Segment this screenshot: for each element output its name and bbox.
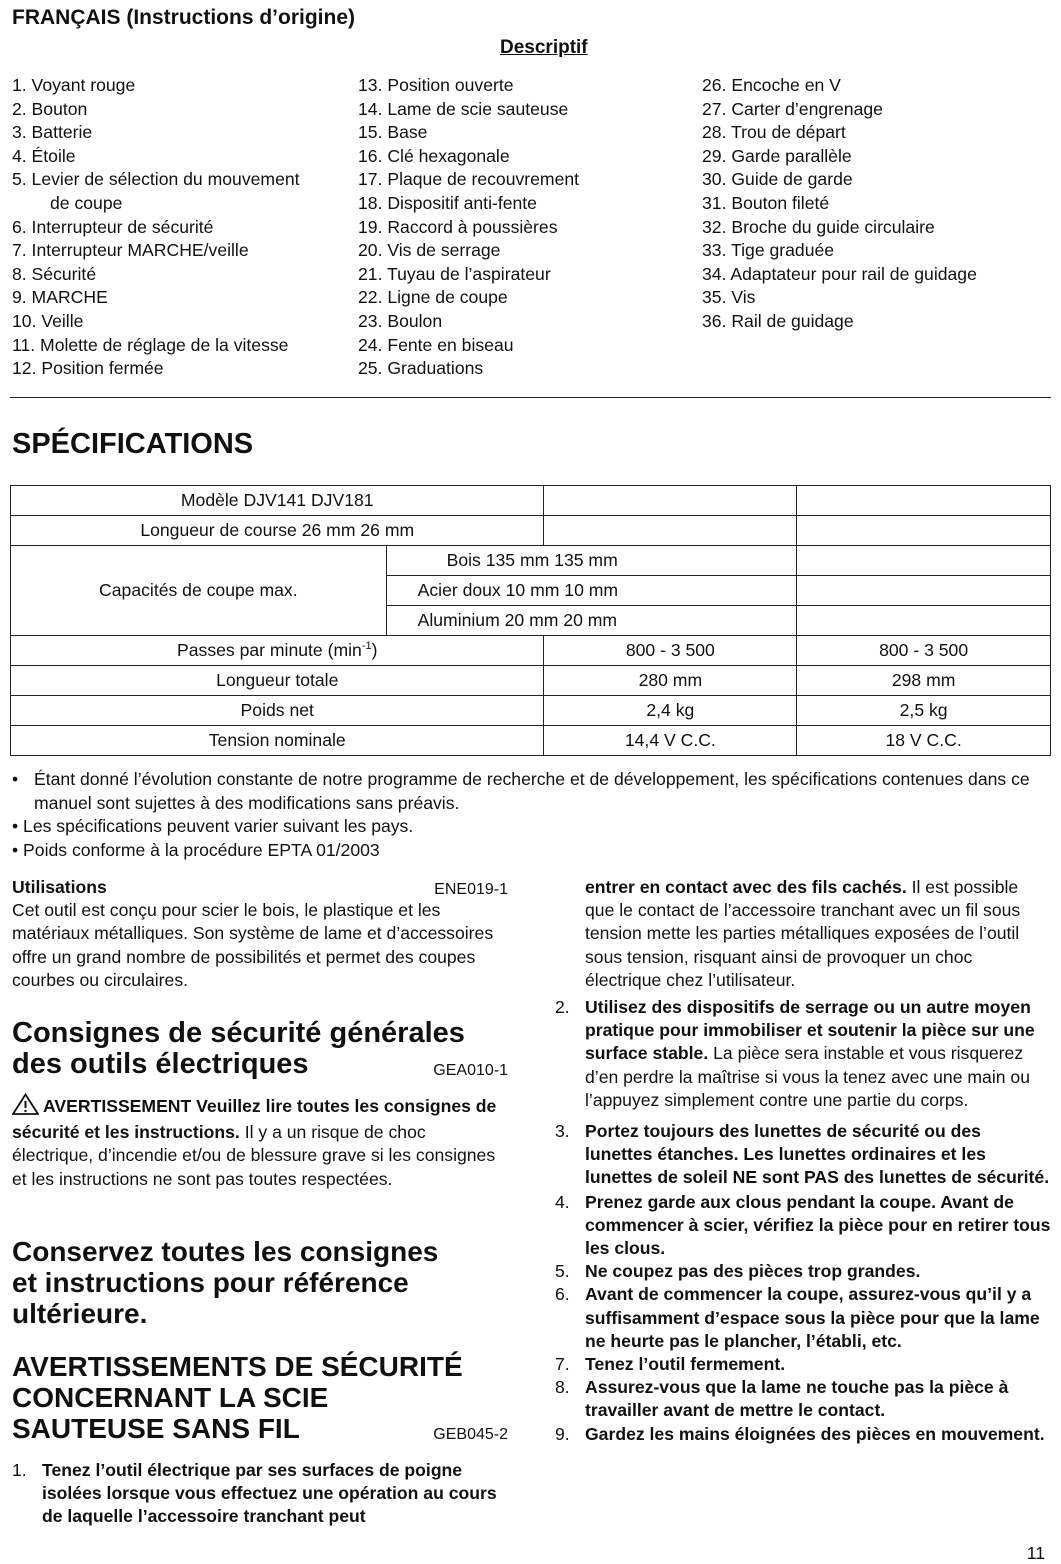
value-cell: 2,4 kg bbox=[544, 696, 797, 726]
capacity-label-cell: Capacités de coupe max. bbox=[11, 546, 387, 636]
wood-cell: Bois 135 mm 135 mm bbox=[386, 546, 797, 576]
list-item: 14. Lame de scie sauteuse bbox=[358, 98, 569, 119]
list-item: de coupe bbox=[50, 192, 123, 213]
list-item: 18. Dispositif anti-fente bbox=[358, 192, 537, 213]
list-item: 10. Veille bbox=[12, 310, 84, 331]
list-item: 21. Tuyau de l’aspirateur bbox=[358, 263, 551, 284]
list-item: 11. Molette de réglage de la vitesse bbox=[12, 334, 289, 355]
list-item: 32. Broche du guide circulaire bbox=[702, 216, 935, 237]
utilisations-section bbox=[12, 876, 508, 992]
list-item: 15. Base bbox=[358, 122, 428, 143]
list-item: 6. Avant de commencer la coupe, assurez-vous qu’il y a suffisamment d’espace sous la pièce pour que la lame ne heurte pas le plancher, l’établi, etc. bbox=[555, 1284, 1040, 1351]
warning-paragraph: AVERTISSEMENT Veuillez lire toutes les consignes de sécurité et les instructions. Il y a un risque de choc électrique, d’incendie et/ou de blessure grave si les consignes et les instructions ne sont pas toutes respectées. bbox=[12, 1093, 508, 1191]
list-item: 7. Tenez l’outil fermement. bbox=[555, 1354, 786, 1375]
list-item: 4. Prenez garde aux clous pendant la coupe. Avant de commencer à scier, vérifiez la pièce pour en retirer tous les clous. bbox=[555, 1191, 1051, 1259]
value-cell: 18 V C.C. bbox=[797, 726, 1051, 756]
list-item: 12. Position fermée bbox=[12, 358, 164, 379]
list-item: 35. Vis bbox=[702, 287, 756, 308]
list-item: 20. Vis de serrage bbox=[358, 240, 501, 261]
list-item: 8. Sécurité bbox=[12, 263, 97, 284]
safety-item-1-start: 1. Tenez l’outil électrique par ses surfaces de poigne isolées lorsque vous effectuez une opération au cours de laquelle l’accessoire tranchant peut bbox=[12, 1460, 497, 1527]
parts-column-2 bbox=[358, 74, 579, 381]
descriptif-title: Descriptif bbox=[500, 37, 588, 58]
list-item: 33. Tige graduée bbox=[702, 240, 835, 261]
safety-list bbox=[555, 996, 1051, 1446]
value-cell: 800 - 3 500 bbox=[797, 636, 1051, 666]
parts-column-3 bbox=[702, 74, 977, 334]
table-row bbox=[11, 516, 1051, 546]
general-title-line1: Consignes de sécurité générales bbox=[12, 1017, 465, 1049]
table-row bbox=[11, 666, 1051, 696]
empty-cell bbox=[544, 486, 797, 516]
list-item: 27. Carter d’engrenage bbox=[702, 98, 883, 119]
list-item: 25. Graduations bbox=[358, 358, 484, 379]
list-item: 8. Assurez-vous que la lame ne touche pas la pièce à travailler avant de mettre le contact. bbox=[555, 1377, 1009, 1421]
spec-notes bbox=[12, 768, 1052, 862]
empty-cell bbox=[544, 516, 797, 546]
value-cell: 280 mm bbox=[544, 666, 797, 696]
note-item: • Étant donné l’évolution constante de notre programme de recherche et de développement, les spécifications contenues dans ce manuel sont sujettes à des modifications sans préavis. bbox=[12, 769, 1030, 813]
section-divider bbox=[10, 397, 1051, 398]
empty-cell bbox=[797, 546, 1051, 576]
value-cell: 14,4 V C.C. bbox=[544, 726, 797, 756]
value-cell: 298 mm bbox=[797, 666, 1051, 696]
specifications-table bbox=[10, 485, 1051, 756]
empty-cell bbox=[797, 606, 1051, 636]
list-item: 5. Ne coupez pas des pièces trop grandes. bbox=[555, 1261, 921, 1282]
list-item: 28. Trou de départ bbox=[702, 122, 846, 143]
doc-code: GEA010-1 bbox=[433, 1062, 508, 1079]
utilisations-text: Cet outil est conçu pour scier le bois, le plastique et les matériaux métalliques. Son système de lame et d’accessoires offre un grand nombre de possibilités et permet des coupes courbes ou circulaires. bbox=[12, 900, 494, 990]
jigsaw-warnings-heading: AVERTISSEMENTS DE SÉCURITÉ CONCERNANT LA SCIE SAUTEUSE SANS FIL GEB045-2 bbox=[12, 1351, 508, 1444]
empty-cell bbox=[797, 516, 1051, 546]
stroke-cell: Longueur de course 26 mm 26 mm bbox=[11, 516, 544, 546]
list-item: 29. Garde parallèle bbox=[702, 145, 852, 166]
list-item: 22. Ligne de coupe bbox=[358, 287, 508, 308]
empty-cell bbox=[797, 486, 1051, 516]
list-item: 36. Rail de guidage bbox=[702, 310, 854, 331]
list-item: 5. Levier de sélection du mouvement bbox=[12, 169, 300, 190]
list-item: 19. Raccord à poussières bbox=[358, 216, 558, 237]
empty-cell bbox=[797, 576, 1051, 606]
safety-item-text: Tenez l’outil électrique par ses surfaces de poigne isolées lorsque vous effectuez une opération au cours de laquelle l’accessoire tranchant peut bbox=[42, 1460, 497, 1527]
value-cell: 2,5 kg bbox=[797, 696, 1051, 726]
table-row bbox=[11, 726, 1051, 756]
strokes-label-cell: Passes par minute $(\min^{-1})$ bbox=[11, 636, 544, 666]
list-item: 3. Portez toujours des lunettes de sécurité ou des lunettes étanches. Les lunettes ordinaires et les lunettes de soleil NE sont PAS des lunettes de sécurité. bbox=[555, 1121, 1050, 1188]
list-item: 13. Position ouverte bbox=[358, 75, 514, 95]
list-item: 9. MARCHE bbox=[12, 287, 108, 308]
list-item: 16. Clé hexagonale bbox=[358, 145, 510, 166]
parts-column-1 bbox=[12, 74, 300, 381]
table-row bbox=[11, 486, 1051, 516]
label-cell: Longueur totale bbox=[11, 666, 544, 696]
table-row bbox=[11, 636, 1051, 666]
table-row bbox=[11, 696, 1051, 726]
label-cell: Poids net bbox=[11, 696, 544, 726]
steel-cell: Acier doux 10 mm 10 mm bbox=[386, 576, 797, 606]
list-item: 31. Bouton fileté bbox=[702, 192, 830, 213]
list-item: 30. Guide de garde bbox=[702, 169, 853, 190]
specifications-heading: SPÉCIFICATIONS bbox=[12, 428, 254, 460]
list-item: 17. Plaque de recouvrement bbox=[358, 169, 580, 190]
table-row bbox=[11, 546, 1051, 576]
doc-code: GEB045-2 bbox=[433, 1426, 508, 1443]
note-item: • Les spécifications peuvent varier suivant les pays. bbox=[12, 816, 414, 837]
list-item: 7. Interrupteur MARCHE/veille bbox=[12, 240, 249, 261]
list-item: 9. Gardez les mains éloignées des pièces en mouvement. bbox=[555, 1423, 1045, 1444]
list-item: 24. Fente en biseau bbox=[358, 334, 514, 355]
label-cell: Tension nominale bbox=[11, 726, 544, 756]
list-item: 23. Boulon bbox=[358, 310, 443, 331]
list-item: 4. Étoile bbox=[12, 145, 76, 166]
list-item: 6. Interrupteur de sécurité bbox=[12, 216, 214, 237]
page-number: 11 bbox=[1026, 1543, 1045, 1563]
general-safety-section bbox=[12, 1018, 508, 1080]
conserve-heading: Conservez toutes les consignes et instructions pour référence ultérieure. bbox=[12, 1236, 439, 1329]
list-item: 1. Voyant rouge bbox=[12, 75, 136, 95]
value-cell: 800 - 3 500 bbox=[544, 636, 797, 666]
doc-code: ENE019-1 bbox=[434, 881, 508, 898]
list-item: 3. Batterie bbox=[12, 122, 93, 143]
list-item: 34. Adaptateur pour rail de guidage bbox=[702, 263, 977, 284]
warning-icon bbox=[12, 1093, 39, 1121]
language-heading: FRANÇAIS (Instructions d’origine) bbox=[12, 6, 355, 29]
model-cell: Modèle DJV141 DJV181 bbox=[11, 486, 544, 516]
utilisations-title: Utilisations bbox=[12, 877, 107, 897]
general-title-line2: des outils électriques bbox=[12, 1048, 309, 1080]
list-item: 2. Bouton bbox=[12, 98, 88, 119]
note-item: • Poids conforme à la procédure EPTA 01/2003 bbox=[12, 839, 380, 860]
list-item: 26. Encoche en V bbox=[702, 75, 841, 95]
safety-item-1-continued: entrer en contact avec des fils cachés. Il est possible que le contact de l’accessoire tranchant avec un fil sous tension mette les parties métalliques exposées de l’outil sous tension, risquant ainsi de provoquer un choc électrique chez l’utilisateur. bbox=[585, 877, 1021, 990]
aluminium-cell: Aluminium 20 mm 20 mm bbox=[386, 606, 797, 636]
list-item: 2. Utilisez des dispositifs de serrage ou un autre moyen pratique pour immobiliser et soutenir la pièce sur une surface stable. La pièce sera instable et vous risquerez d’en perdre la maîtrise si vous la tenez avec une main ou l’appuyez simplement contre une partie du corps. bbox=[555, 997, 1035, 1110]
